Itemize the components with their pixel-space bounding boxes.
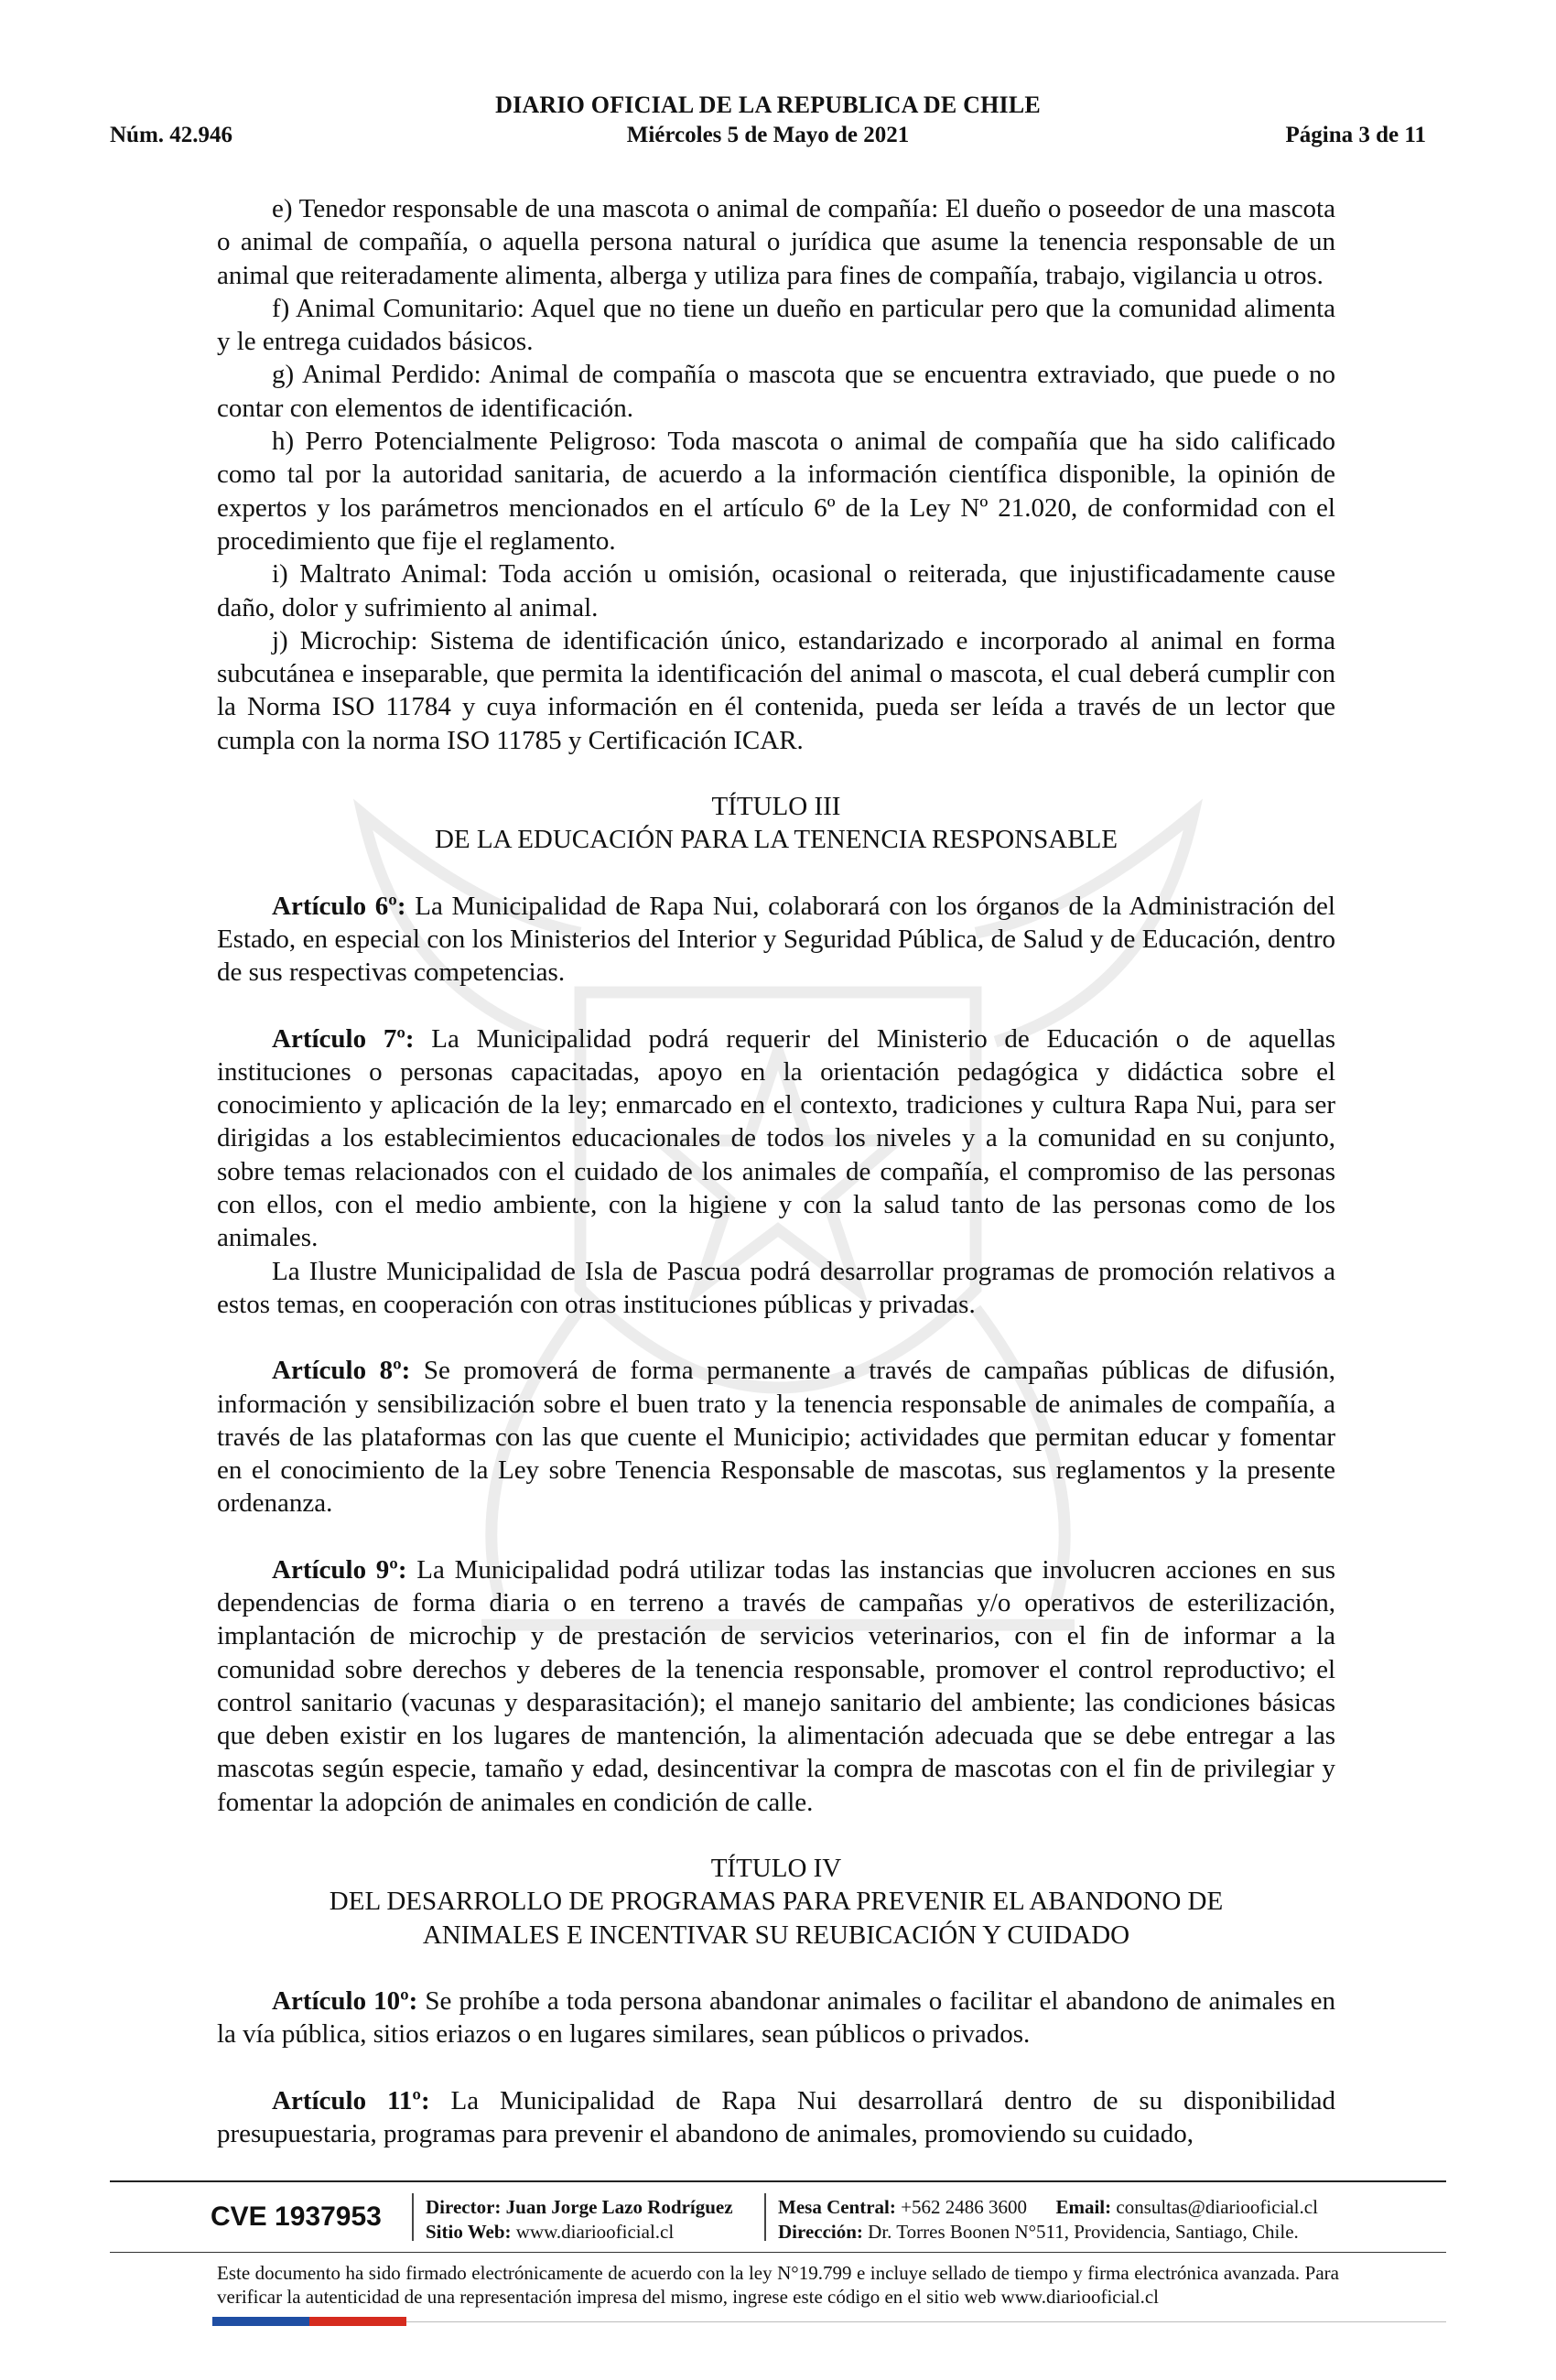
footer-separator xyxy=(764,2193,766,2241)
director-value: Juan Jorge Lazo Rodríguez xyxy=(501,2196,733,2218)
articulo-9 xyxy=(217,1553,1335,1819)
articulo-6 xyxy=(217,890,1335,990)
titulo-iii-heading: TÍTULO III xyxy=(711,792,841,822)
articulo-8-label: Artículo 8º: xyxy=(272,1356,411,1386)
email-link[interactable]: consultas@diariooficial.cl xyxy=(1111,2196,1318,2218)
articulo-6-label: Artículo 6º: xyxy=(272,891,406,921)
articulo-8-text: Se promoverá de forma permanente a través de campañas públicas de difusión, información y sensibilización sobre el buen trato y la tenencia responsable de animales de compañía, a través de las plataformas con las que cuente el Municipio; actividades que permitan educar y fomentar en el conocimiento de la Ley sobre Tenencia Responsable de mascotas, sus reglamentos y la presente ordenanza. xyxy=(217,1356,1335,1519)
paragraph-i: i) Maltrato Animal: Toda acción u omisión, ocasional o reiterada, que injustificadamente cause daño, dolor y sufrimiento al animal. xyxy=(217,559,1335,622)
page-number: Página 3 de 11 xyxy=(1285,123,1426,147)
flag-red-segment xyxy=(309,2317,406,2326)
articulo-6-text: La Municipalidad de Rapa Nui, colaborará con los órganos de la Administración del Estado, en especial con los Ministerios del Interior y Seguridad Pública, de Salud y de Educación, dentro de sus respectivas competencias. xyxy=(217,891,1335,988)
articulo-7 xyxy=(217,1022,1335,1255)
footer-divider-top xyxy=(110,2180,1446,2182)
issue-number: Núm. 42.946 xyxy=(110,123,233,147)
articulo-7-label: Artículo 7º: xyxy=(272,1023,415,1054)
page-header xyxy=(110,92,1426,156)
titulo-iv-subheading-1: DEL DESARROLLO DE PROGRAMAS PARA PREVENIR EL ABANDONO DE xyxy=(329,1887,1224,1917)
articulo-10 xyxy=(217,1985,1335,2051)
articulo-7-text: La Municipalidad podrá requerir del Ministerio de Educación o de aquellas instituciones o personas capacitadas, apoyo en la orientación pedagógica y didáctica sobre el conocimiento y aplicación de la ley; enmarcado en el contexto, tradiciones y cultura Rapa Nui, para ser dirigidas a los establecimientos educacionales de todos los niveles y a la comunidad en su conjunto, sobre temas relacionados con el cuidado de los animales de compañía, el compromiso de las personas con ellos, con el medio ambiente, con la higiene y con la salud tanto de las personas como de los animales. xyxy=(217,1023,1335,1253)
flag-blue-segment xyxy=(212,2317,309,2326)
articulo-10-label: Artículo 10º: xyxy=(272,1985,418,2016)
web-link[interactable]: www.diariooficial.cl xyxy=(511,2221,675,2243)
footer-director-column xyxy=(426,2195,733,2245)
articulo-8 xyxy=(217,1354,1335,1520)
flag-line xyxy=(406,2321,1446,2322)
footer-divider-bottom xyxy=(110,2252,1446,2253)
articulo-10-text: Se prohíbe a toda persona abandonar animales o facilitar el abandono de animales en la vía pública, sitios eriazos o en lugares similares, sean públicos o privados. xyxy=(217,1985,1335,2050)
newspaper-title: DIARIO OFICIAL DE LA REPUBLICA DE CHILE xyxy=(495,92,1041,118)
articulo-7-paragraph-2: La Ilustre Municipalidad de Isla de Pascua podrá desarrollar programas de promoción relativos a estos temas, en cooperación con otras instituciones públicas y privadas. xyxy=(217,1256,1335,1319)
legal-notice: Este documento ha sido firmado electrónicamente de acuerdo con la ley N°19.799 e incluye sellado de tiempo y firma electrónica avanzada. Para verificar la autenticidad de una representación impresa del mismo, ingrese este código en el sitio web www.diariooficial.cl xyxy=(217,2262,1339,2308)
articulo-9-text: La Municipalidad podrá utilizar todas las instancias que involucren acciones en sus dependencias de forma diaria o en terreno a través de campañas y/o operativos de esterilización, implantación de microchip y de prestación de servicios veterinarios, con el fin de informar a la comunidad sobre derechos y deberes de la tenencia responsable, promover el control reproductivo; el control sanitario (vacunas y desparasitación); el manejo sanitario del ambiente; las condiciones básicas que deben existir en los lugares de mantención, la alimentación adecuada que se debe entregar a las mascotas según especie, tamaño y edad, desincentivar la compra de mascotas con el fin de privilegiar y fomentar la adopción de animales en condición de calle. xyxy=(217,1554,1335,1817)
web-label: Sitio Web: xyxy=(426,2221,512,2243)
articulo-11 xyxy=(217,2084,1335,2151)
paragraph-g: g) Animal Perdido: Animal de compañía o mascota que se encuentra extraviado, que puede o no contar con elementos de identificación. xyxy=(217,360,1335,423)
paragraph-f: f) Animal Comunitario: Aquel que no tiene un dueño en particular pero que la comunidad alimenta y le entrega cuidados básicos. xyxy=(217,293,1335,357)
articulo-11-text: La Municipalidad de Rapa Nui desarrollará dentro de su disponibilidad presupuestaria, programas para prevenir el abandono de animales, promoviendo su cuidado, xyxy=(217,2085,1336,2148)
phone-label: Mesa Central: xyxy=(778,2196,896,2218)
issue-date: Miércoles 5 de Mayo de 2021 xyxy=(626,123,910,147)
document-body xyxy=(217,192,1335,2150)
titulo-iv-subheading-2: ANIMALES E INCENTIVAR SU REUBICACIÓN Y CUIDADO xyxy=(422,1920,1130,1950)
cve-code: CVE 1937953 xyxy=(211,2202,382,2232)
flag-stripe xyxy=(212,2317,406,2326)
articulo-9-label: Artículo 9º: xyxy=(272,1554,407,1585)
footer-separator xyxy=(412,2193,414,2241)
page-footer xyxy=(110,2188,1446,2245)
director-label: Director: xyxy=(426,2196,502,2218)
footer-contact-column xyxy=(778,2195,1318,2245)
email-label: Email: xyxy=(1055,2196,1112,2218)
titulo-iii-subheading: DE LA EDUCACIÓN PARA LA TENENCIA RESPONSABLE xyxy=(434,825,1118,855)
address-value: Dr. Torres Boonen N°511, Providencia, Santiago, Chile. xyxy=(862,2221,1299,2243)
phone-value: +562 2486 3600 xyxy=(895,2196,1027,2218)
paragraph-j: j) Microchip: Sistema de identificación único, estandarizado e incorporado al animal en forma subcutánea e inseparable, que permita la identificación del animal o mascota, el cual deberá cumplir con la Norma ISO 11784 y cuya información en él contenida, pueda ser leída a través de un lector que cumpla con la norma ISO 11785 y Certificación ICAR. xyxy=(217,625,1335,755)
address-label: Dirección: xyxy=(778,2221,863,2243)
articulo-11-label: Artículo 11º: xyxy=(272,2085,430,2115)
titulo-iv-heading: TÍTULO IV xyxy=(710,1854,842,1884)
paragraph-e: e) Tenedor responsable de una mascota o animal de compañía: El dueño o poseedor de una mascota o animal de compañía, o aquella persona natural o jurídica que asume la tenencia responsable de un animal que reiteradamente alimenta, alberga y utiliza para fines de compañía, trabajo, vigilancia u otros. xyxy=(217,194,1335,290)
paragraph-h: h) Perro Potencialmente Peligroso: Toda mascota o animal de compañía que ha sido calificado como tal por la autoridad sanitaria, de acuerdo a la información científica disponible, la opinión de expertos y los parámetros mencionados en el artículo 6º de la Ley Nº 21.020, de conformidad con el procedimiento que fije el reglamento. xyxy=(217,427,1335,556)
